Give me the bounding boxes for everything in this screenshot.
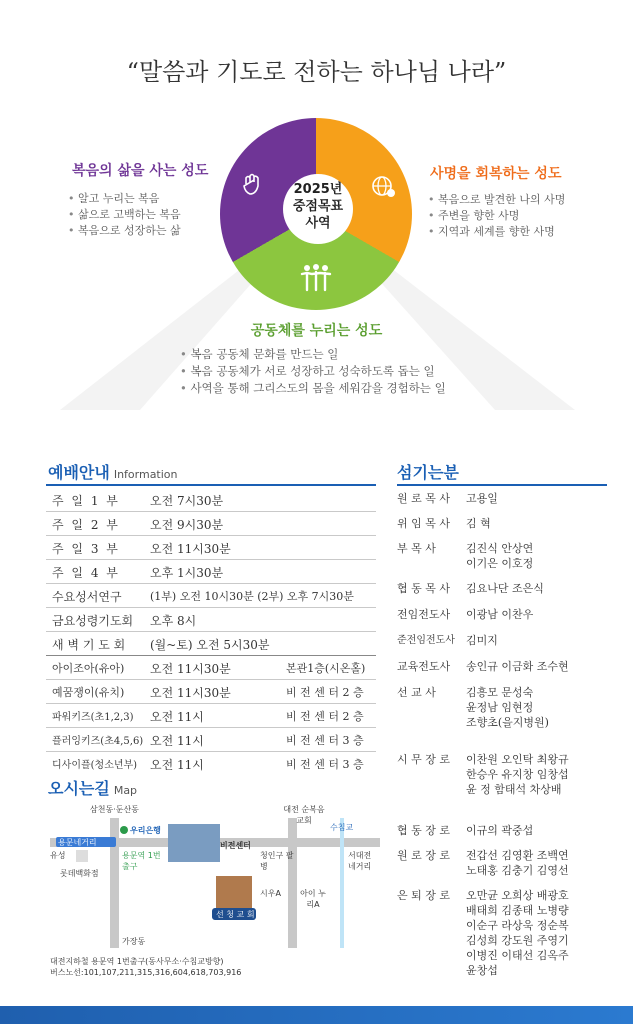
- table-row: [46, 608, 376, 632]
- map-subtitle: Map: [113, 784, 138, 797]
- list-item: • 알고 누리는 복음: [68, 191, 181, 207]
- service-time: 오후 1시30분: [150, 566, 224, 580]
- service-name: 예꿈쟁이(유치): [52, 686, 125, 699]
- list-item: • 사역을 통해 그리스도의 몸을 세워감을 경험하는 일: [180, 380, 446, 397]
- list-item: • 주변을 향한 사명: [428, 208, 565, 224]
- map-title: 오시는길: [48, 779, 110, 798]
- building-icon: [76, 850, 88, 862]
- location-map[interactable]: [50, 798, 380, 948]
- staff-role: 교육전도사: [397, 660, 451, 673]
- service-name: 주 일 4 부: [52, 566, 120, 580]
- map-label-cheongin: 청인구 팔병: [260, 851, 294, 871]
- vision-center-building: [168, 824, 220, 862]
- staff-role: 은 퇴 장 로: [397, 889, 450, 902]
- staff-names: 한승우 유지창 임창섭: [466, 768, 569, 781]
- list-item: • 복음 공동체가 서로 성장하고 성숙하도록 돕는 일: [180, 363, 446, 380]
- map-label-vision: 비전센터: [220, 841, 251, 850]
- staff-names: 윤 정 함태석 차상배: [466, 783, 562, 796]
- map-label-east: 서대전 네거리: [348, 851, 372, 871]
- table-row: [46, 536, 376, 560]
- staff-role: 원 로 목 사: [397, 492, 450, 505]
- staff-names: 노태홍 김충기 김영선: [466, 864, 569, 877]
- table-row: [46, 704, 376, 728]
- motto: “말씀과 기도로 전하는 하나님 나라”: [126, 58, 507, 86]
- service-place: 비 전 센 터 2 층: [286, 710, 364, 723]
- service-place: 본관1층(시온홀): [286, 662, 366, 675]
- subway-icon: [120, 826, 128, 834]
- service-name: 디사이플(청소년부): [52, 760, 138, 771]
- staff-names: 김진식 안상연: [466, 542, 534, 555]
- staff-names: 조향초(을지병원): [466, 716, 549, 729]
- staff-role: 협 동 목 사: [397, 582, 450, 595]
- staff-names: 이찬원 오인탁 최왕규: [466, 753, 569, 766]
- globe-icon: [368, 172, 398, 202]
- map-label-top: 삼천동·둔산동: [90, 805, 139, 814]
- service-name: 새 벽 기 도 회: [52, 638, 126, 652]
- service-name: 아이조아(유아): [52, 662, 125, 675]
- table-row: [46, 728, 376, 752]
- staff-role: 선 교 사: [397, 686, 436, 699]
- service-time: 오전 11시30분: [150, 542, 231, 556]
- staff-heading: 섬기는분: [397, 463, 459, 482]
- map-note: 대전지하철 용문역 1번출구(동사무소·수침교방향): [50, 957, 224, 966]
- service-place: 비 전 센 터 2 층: [286, 686, 364, 699]
- list-item: • 복음으로 성장하는 삶: [68, 223, 181, 239]
- service-time: 오전 11시: [150, 710, 204, 724]
- service-time: 오전 11시: [150, 734, 204, 748]
- staff-role: 준전임전도사: [397, 635, 455, 646]
- staff-names: 이광남 이찬우: [466, 608, 534, 621]
- service-name: 주 일 2 부: [52, 518, 120, 532]
- map-river: [340, 818, 344, 948]
- service-time: (1부) 오전 10시30분 (2부) 오후 7시30분: [150, 590, 354, 603]
- service-name: 수요성서연구: [52, 590, 122, 604]
- service-name: 주 일 1 부: [52, 494, 120, 508]
- service-place: 비 전 센 터 3 층: [286, 734, 364, 747]
- staff-role: 전임전도사: [397, 608, 451, 621]
- map-label-bank: 우리은행: [130, 826, 161, 835]
- staff-names: 이병진 이태선 김옥주: [466, 949, 569, 962]
- list-item: • 지역과 세계를 향한 사명: [428, 224, 565, 240]
- map-label-daejeon-church: 대전 순복음교회: [283, 805, 325, 825]
- staff-role: 위 임 목 사: [397, 517, 450, 530]
- goal-center-line2: 중점목표: [292, 199, 344, 214]
- list-item: • 삶으로 고백하는 복음: [68, 207, 181, 223]
- pillar-list-mission: [428, 192, 565, 240]
- staff-names: 김요나단 조은식: [466, 582, 544, 595]
- staff-names: 김 혁: [466, 517, 491, 530]
- staff-names: 이기은 이호정: [466, 557, 534, 570]
- footer-bar: [0, 1006, 633, 1024]
- list-item: • 복음으로 발견한 나의 사명: [428, 192, 565, 208]
- goal-center-line3: 사역: [305, 216, 331, 231]
- worship-subtitle: Information: [113, 468, 178, 481]
- staff-names: 김미지: [466, 634, 498, 647]
- staff-role: 협 동 장 로: [397, 824, 450, 837]
- church-building: [216, 876, 252, 908]
- map-label-bottom: 가장동: [122, 937, 146, 946]
- staff-role: 시 무 장 로: [397, 753, 450, 766]
- service-time: 오전 11시30분: [150, 662, 231, 676]
- worship-title: 예배안내: [48, 463, 110, 482]
- map-notes: [50, 956, 241, 978]
- service-name: 금요성령기도회: [52, 614, 134, 628]
- service-time: 오전 9시30분: [150, 518, 224, 532]
- table-row: [46, 512, 376, 536]
- table-row: [46, 752, 376, 775]
- map-heading: [48, 776, 137, 799]
- community-icon: [298, 262, 334, 294]
- staff-names: 윤창섭: [466, 964, 498, 977]
- pillar-title-community: 공동체를 누리는 성도: [250, 323, 383, 339]
- map-label-station: 용문역 1번출구: [122, 851, 161, 871]
- map-road-vertical-right: [288, 818, 297, 948]
- map-label-lotte: 롯데백화점: [60, 869, 99, 878]
- service-time: 오전 11시30분: [150, 686, 231, 700]
- table-row: [46, 584, 376, 608]
- map-label-apt-a: 시우A: [260, 889, 281, 898]
- map-label-sucheong: 수침교: [330, 823, 354, 832]
- map-label-apt-b: 아이 누리A: [300, 889, 326, 909]
- table-row: [46, 488, 376, 512]
- staff-names: 오만균 오희상 배광호: [466, 889, 569, 902]
- service-place: 비 전 센 터 3 층: [286, 758, 364, 771]
- staff-names: 김성희 강도원 주영기: [466, 934, 569, 947]
- service-time: 오전 7시30분: [150, 494, 224, 508]
- service-name: 주 일 3 부: [52, 542, 120, 556]
- pillar-title-gospel-life: 복음의 삶을 사는 성도: [72, 163, 209, 179]
- staff-role: 부 목 사: [397, 542, 436, 555]
- map-label-church: 선 청 교 회: [216, 910, 255, 919]
- staff-names: 김흥모 문성숙: [466, 686, 534, 699]
- staff-names: 배태희 김종태 노병량: [466, 904, 569, 917]
- goal-center-label: [272, 181, 364, 232]
- service-name: 플러잉키즈(초4,5,6): [52, 736, 144, 747]
- staff-names: 이규의 곽중섭: [466, 824, 534, 837]
- staff-names: 이순구 라상욱 정순복: [466, 919, 569, 932]
- worship-divider: [46, 484, 376, 486]
- service-time: 오전 11시: [150, 758, 204, 772]
- table-row: [46, 560, 376, 584]
- pillar-title-mission: 사명을 회복하는 성도: [430, 166, 562, 182]
- pillar-list-gospel-life: [68, 191, 181, 239]
- table-row: [46, 680, 376, 704]
- map-note: 버스노선:101,107,211,315,316,604,618,703,916: [50, 968, 242, 977]
- staff-names: 송인규 이금화 조수현: [466, 660, 569, 673]
- service-time: (월~토) 오전 5시30분: [150, 638, 270, 652]
- staff-names: 고용일: [466, 492, 498, 505]
- staff-role: 원 로 장 로: [397, 849, 450, 862]
- goal-center-line1: 2025년: [293, 182, 343, 197]
- map-label-road: 용문네거리: [58, 838, 97, 847]
- worship-heading: [48, 460, 178, 483]
- table-row: [46, 632, 376, 656]
- heart-hand-icon: [238, 170, 268, 200]
- staff-names: 전갑선 김영환 조백연: [466, 849, 569, 862]
- map-label-yuseong: 유성: [50, 851, 66, 860]
- pillar-list-community: [180, 346, 446, 397]
- service-name: 파워키즈(초1,2,3): [52, 712, 134, 723]
- table-row: [46, 656, 376, 680]
- staff-divider: [397, 484, 607, 486]
- list-item: • 복음 공동체 문화를 만드는 일: [180, 346, 446, 363]
- service-time: 오후 8시: [150, 614, 197, 628]
- staff-names: 윤정남 임현정: [466, 701, 534, 714]
